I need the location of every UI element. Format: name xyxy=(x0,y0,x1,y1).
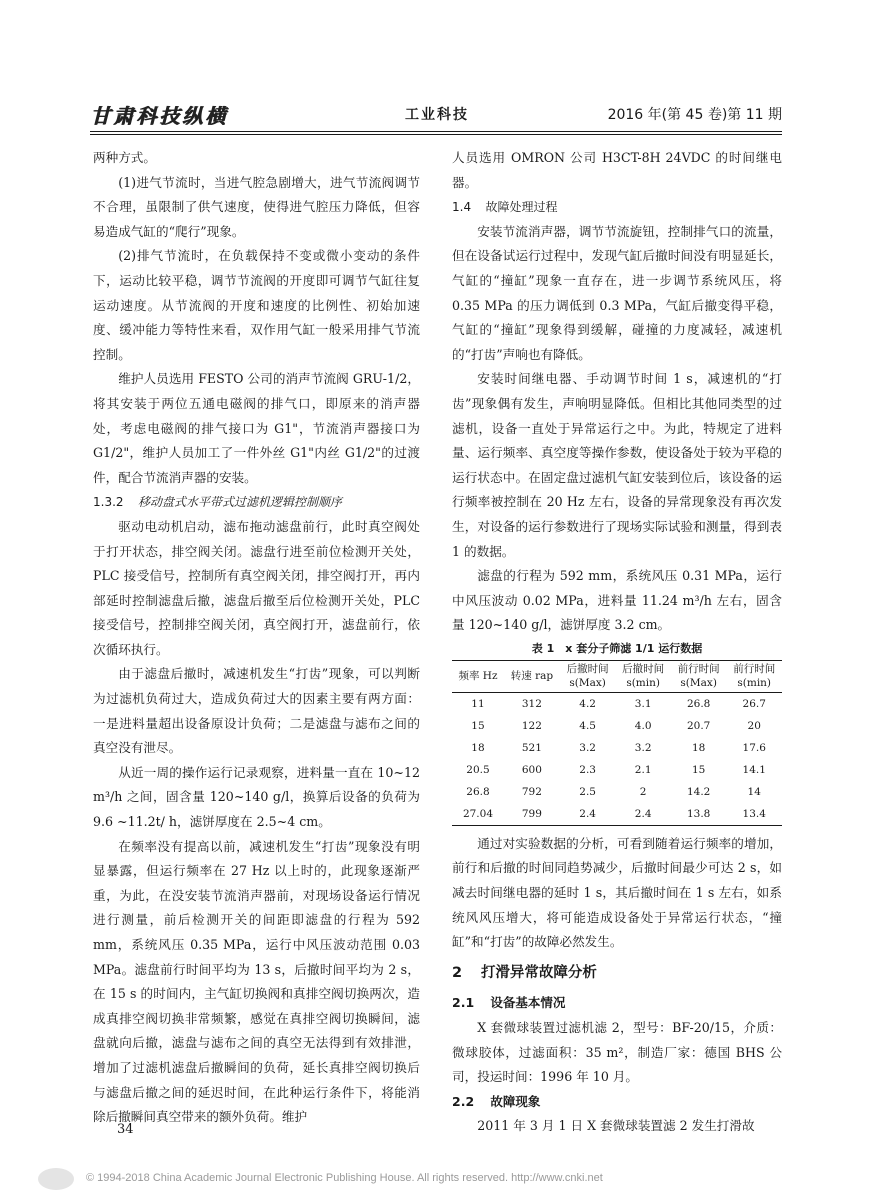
column-header-line: s(min) xyxy=(626,676,660,689)
copyright-footer xyxy=(38,1166,833,1194)
paragraph: 2011 年 3 月 1 日 X 套微球装置滤 2 发生打滑故 xyxy=(477,1118,755,1134)
paragraph: X 套微球装置过滤机滤 2，型号：BF-20/15，介质：微球胶体，过滤面积：35 m²，制造厂家：德国 BHS 公司，投运时间：1996 年 10 月。 xyxy=(452,1020,782,1085)
copyright-text: © 1994-2018 China Academic Journal Electronic Publishing House. All rights reserved. http://www.cnki.net xyxy=(86,1172,603,1184)
column-header xyxy=(671,660,727,692)
data-table xyxy=(452,660,782,826)
table-cell: 2.4 xyxy=(615,803,671,826)
heading-number: 2.2 xyxy=(452,1093,475,1109)
table-body xyxy=(452,692,782,825)
paragraph: 驱动电动机启动，滤布拖动滤盘前行，此时真空阀处于打开状态，排空阀关闭。滤盘行进至前位检测开关处，PLC 接受信号，控制所有真空阀关闭，排空阀打开，再内部延时控制滤盘后撤，滤盘后撤至后位检测开关处，PLC 接受信号，控制排空阀关闭，真空阀打开，滤盘前行，依次循环执行。 xyxy=(93,518,420,657)
table-cell: 13.8 xyxy=(671,803,727,826)
column-header-line: 后撤时间 xyxy=(566,662,609,675)
column-header-line: 前行时间 xyxy=(733,662,776,675)
column-header-line: s(Max) xyxy=(680,676,717,689)
paragraph: 安装时间继电器、手动调节时间 1 s，减速机的“打齿”现象偶有发生，声响明显降低。但相比其他同类型的过滤机，设备一直处于异常运行之中。为此，特规定了进料量、运行频率、真空度等操作参数，使设备处于较为平稳的运行状态中。在固定盘过滤机气缸安装到位后，该设备的运行频率被控制在 20 Hz 左右，设备的异常现象没有再次发生，对设备的运行参数进行了现场实际试验和测量，得到表 1 的数据。 xyxy=(452,371,782,559)
table-cell: 4.2 xyxy=(579,697,596,710)
table-cell: 14 xyxy=(747,785,761,798)
subsection-heading xyxy=(452,1090,782,1115)
header-rule xyxy=(90,131,782,132)
table-cell: 4.0 xyxy=(634,719,652,732)
table-cell: 17.6 xyxy=(742,741,766,754)
column-header-line: 前行时间 xyxy=(677,662,720,675)
table-cell: 3.1 xyxy=(634,697,652,710)
heading-text: 设备基本情况 xyxy=(490,995,566,1011)
paragraph: 由于滤盘后撤时，减速机发生“打齿”现象，可以判断为过滤机负荷过大，造成负荷过大的因素主要有两方面：一是进料量超出设备原设计负荷；二是滤盘与滤布之间的真空没有泄尽。 xyxy=(93,666,420,756)
heading-text: 故障现象 xyxy=(490,1093,541,1109)
column-header xyxy=(560,660,616,692)
table-row xyxy=(452,692,782,715)
paragraph: 人员选用 OMRON 公司 H3CT-8H 24VDC 的时间继电器。 xyxy=(452,150,782,190)
table-cell: 792 xyxy=(521,785,542,798)
table-cell: 600 xyxy=(521,763,542,776)
running-header xyxy=(90,102,782,132)
table-cell: 18 xyxy=(691,741,706,754)
table-cell: 20.5 xyxy=(466,763,490,776)
heading-number: 1.4 xyxy=(452,200,472,215)
table-row xyxy=(452,759,782,781)
table-cell: 26.8 xyxy=(686,697,711,710)
column-header-line: 频率 Hz xyxy=(458,669,498,682)
table-cell: 27.04 xyxy=(452,803,504,826)
column-header xyxy=(504,660,560,692)
table-cell: 799 xyxy=(504,803,560,826)
right-column-top xyxy=(452,146,782,638)
table-cell: 3.2 xyxy=(579,741,596,754)
right-column-bottom xyxy=(452,832,782,1139)
table-cell: 122 xyxy=(521,719,542,732)
table-row xyxy=(452,803,782,826)
table-cell: 2.3 xyxy=(579,763,596,776)
table-header-row xyxy=(452,660,782,692)
column-header-line: 后撤时间 xyxy=(622,662,665,675)
paragraph: 滤盘的行程为 592 mm，系统风压 0.31 MPa，运行中风压波动 0.02 MPa，进料量 11.24 m³/h 左右，固含量 120~140 g/l，滤饼厚度 3.2 cm。 xyxy=(452,568,782,633)
subsection-heading xyxy=(452,195,782,220)
table-cell: 26.7 xyxy=(742,697,766,710)
heading-text: 移动盘式水平带式过滤机逻辑控制顺序 xyxy=(137,495,342,510)
table-cell: 2 xyxy=(639,785,647,798)
header-rule-thin xyxy=(90,134,782,135)
table-caption: 表 1 x 套分子筛滤 1/1 运行数据 xyxy=(531,641,703,655)
journal-logo: 甘肃科技纵横 xyxy=(90,104,228,128)
heading-number: 2 xyxy=(452,964,463,981)
column-header-line: s(min) xyxy=(737,676,772,689)
section-name: 工业科技 xyxy=(405,107,469,123)
right-column xyxy=(452,146,782,1139)
page-number: 34 xyxy=(117,1122,134,1137)
subsection-heading xyxy=(452,991,782,1016)
table-cell: 2.1 xyxy=(634,763,652,776)
left-column xyxy=(93,146,420,1130)
paragraph: 安装节流消声器，调节节流旋钮，控制排气口的流量，但在设备试运行过程中，发现气缸后撤时间没有明显延长，气缸的“撞缸”现象一直存在，进一步调节系统风压，将 0.35 MPa 的压力调低到 0.3 MPa，气缸后撤变得平稳，气缸的“撞缸”现象得到缓解，碰撞的力度减轻，减速机的“打齿”声响也有降低。 xyxy=(452,223,782,362)
heading-text: 故障处理过程 xyxy=(485,200,558,215)
paragraph: 从近一周的操作运行记录观察，进料量一直在 10~12 m³/h 之间，固含量 120~140 g/l，换算后设备的负荷为 9.6 ~11.2t/ h，滤饼厚度在 2.5~4 cm。 xyxy=(93,764,420,830)
paragraph: 维护人员选用 FESTO 公司的消声节流阀 GRU-1/2，将其安装于两位五通电磁阀的排气口，即原来的消声器处，考虑电磁阀的排气接口为 G1"，节流消声器接口为 G1/2"，维护人员加工了一件外丝 G1"内丝 G1/2"的过渡件，配合节流消声器的安装。 xyxy=(93,371,420,485)
subsection-heading xyxy=(93,490,420,515)
table-row xyxy=(452,781,782,803)
table-cell: 15 xyxy=(471,719,485,732)
paragraph: 通过对实验数据的分析，可看到随着运行频率的增加，前行和后撤的时间同趋势减少，后撤时间最少可达 2 s，如减去时间继电器的延时 1 s，其后撤时间在 1 s 左右，如系统风风压增大，将可能造成设备处于异常运行状态，“撞缸”和“打齿”的故障必然发生。 xyxy=(452,835,782,950)
column-header xyxy=(726,660,782,692)
cnki-logo-icon xyxy=(38,1168,74,1190)
paragraph: (1)进气节流时，当进气腔急剧增大，进气节流阀调节不合理，虽限制了供气速度，使得进气腔压力降低，但容易造成气缸的“爬行”现象。 xyxy=(93,174,420,239)
heading-number: 1.3.2 xyxy=(93,495,124,510)
table-cell: 13.4 xyxy=(726,803,782,826)
section-heading xyxy=(452,961,782,986)
issue-info: 2016 年(第 45 卷)第 11 期 xyxy=(607,107,782,123)
table-cell: 2.4 xyxy=(560,803,616,826)
table-cell: 20 xyxy=(747,719,761,732)
column-header-line: s(Max) xyxy=(569,676,606,689)
heading-number: 2.1 xyxy=(452,995,475,1011)
table-cell: 14.1 xyxy=(742,763,766,776)
table-row xyxy=(452,715,782,737)
table-cell: 312 xyxy=(521,697,542,710)
table-cell: 4.5 xyxy=(579,719,596,732)
heading-text: 打滑异常故障分析 xyxy=(480,964,597,981)
table-cell: 521 xyxy=(521,741,542,754)
paragraph: 在频率没有提高以前，减速机发生“打齿”现象没有明显暴露，但运行频率在 27 Hz 以上时的，此现象逐渐严重，为此，在没安装节流消声器前，对现场设备运行情况进行测量，前后检测开关的间距即滤盘的行程为 592 mm，系统风压 0.35 MPa，运行中风压波动范围 0.03 MPa。滤盘前行时间平均为 13 s，后撤时间平均为 2 s，在 15 s 的时间内，主气缸切换阀和真排空阀切换两次，造成真排空阀切换非常频繁，感觉在真排空阀切换瞬间，滤盘就向后撤，滤盘与滤布之间的真空无法得到有效排泄，增加了过滤机滤盘后撤瞬间的负荷，延长真排空阀切换后与滤盘后撤之间的延迟时间，在此种运行条件下，将能消除后撤瞬间真空带来的额外负荷。维护 xyxy=(93,838,420,1125)
table-cell: 14.2 xyxy=(686,785,711,798)
paragraph: 两种方式。 xyxy=(93,150,156,165)
table-cell: 11 xyxy=(471,697,485,710)
table-cell: 15 xyxy=(691,763,706,776)
column-header xyxy=(452,660,504,692)
table-cell: 20.7 xyxy=(686,719,711,732)
table-cell: 26.8 xyxy=(466,785,490,798)
table-cell: 18 xyxy=(471,741,485,754)
column-header-line: 转速 rap xyxy=(510,669,554,682)
table-row xyxy=(452,737,782,759)
column-header xyxy=(615,660,671,692)
table-cell: 3.2 xyxy=(634,741,652,754)
paragraph: (2)排气节流时，在负载保持不变或微小变动的条件下，运动比较平稳，调节节流阀的开度即可调节气缸往复运动速度。从节流阀的开度和速度的比例性、初始加速度、缓冲能力等特性来看，双作用气缸一般采用排气节流控制。 xyxy=(93,248,420,362)
table-cell: 2.5 xyxy=(579,785,596,798)
